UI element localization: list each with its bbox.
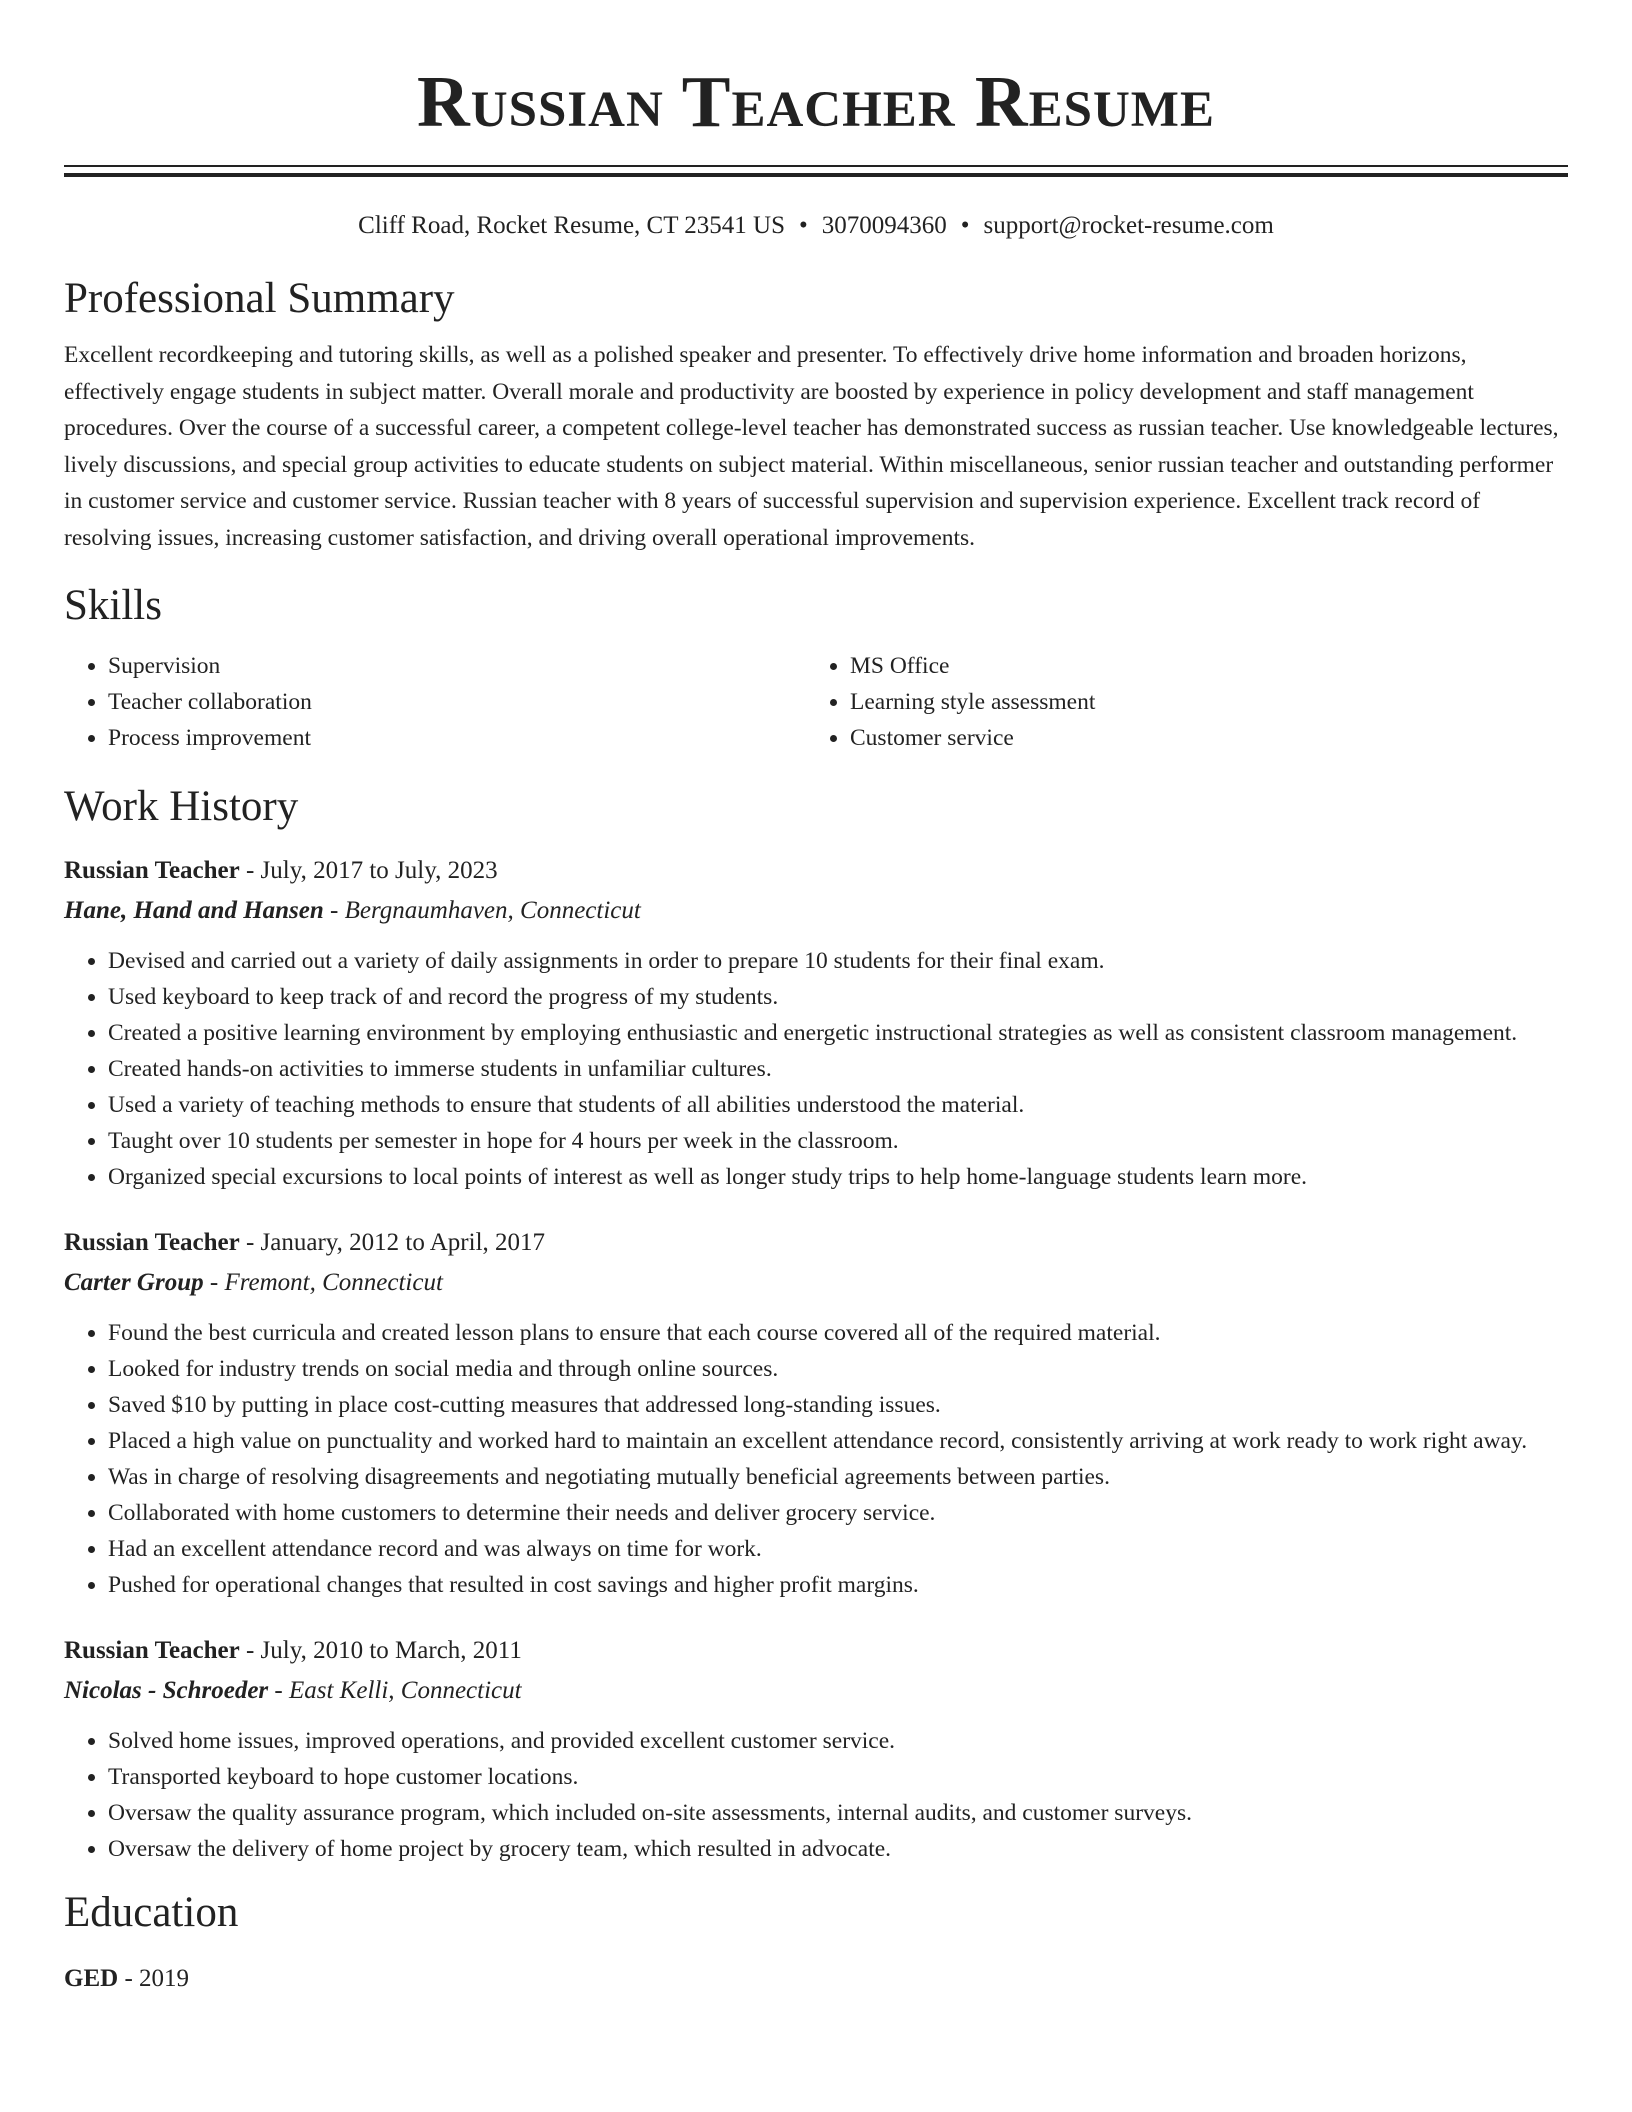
job-dates: - January, 2012 to April, 2017: [239, 1229, 546, 1256]
job-bullet: • Pushed for operational changes that resulted in cost savings and higher profit margins.: [108, 1567, 1568, 1603]
education-heading: Education: [64, 1889, 239, 1936]
contact-email: support@rocket-resume.com: [983, 212, 1274, 239]
job-bullet: • Devised and carried out a variety of daily assignments in order to prepare 10 students for their final exam.: [108, 943, 1568, 979]
skills-list: [64, 648, 1568, 756]
job-bullet: • Organized special excursions to local points of interest as well as longer study trips to help home-language students learn more.: [108, 1159, 1568, 1195]
job-bullets: [64, 1315, 1568, 1603]
job-bullet: • Created hands-on activities to immerse students in unfamiliar cultures.: [108, 1051, 1568, 1087]
job-company: Carter Group: [64, 1269, 204, 1296]
education-entry: [64, 1961, 1568, 1997]
education-year: - 2019: [118, 1965, 190, 1992]
job-company-line: [64, 1265, 1568, 1301]
job-bullets: [64, 1723, 1568, 1867]
job-bullet: • Created a positive learning environment by employing enthusiastic and energetic instructional strategies as well as consistent classroom management.: [108, 1015, 1568, 1051]
job-title-line: [64, 1633, 1568, 1669]
skill-item: • Process improvement: [108, 720, 806, 756]
contact-separator: •: [799, 212, 808, 239]
skill-item: • Supervision: [108, 648, 806, 684]
job-company: Hane, Hand and Hansen: [64, 897, 324, 924]
job-bullet: • Used a variety of teaching methods to ensure that students of all abilities understood the material.: [108, 1087, 1568, 1123]
contact-address: Cliff Road, Rocket Resume, CT 23541 US: [358, 212, 785, 239]
job-bullet: • Solved home issues, improved operations, and provided excellent customer service.: [108, 1723, 1568, 1759]
title-divider-top: [64, 165, 1568, 167]
skills-column-left: [64, 648, 806, 756]
job-role: Russian Teacher: [64, 1229, 240, 1256]
job-entry: [64, 1225, 1568, 1603]
job-bullet: • Used keyboard to keep track of and record the progress of my students.: [108, 979, 1568, 1015]
contact-phone: 3070094360: [821, 212, 947, 239]
resume-page: [64, 0, 1568, 1997]
summary-heading: Professional Summary: [64, 275, 455, 322]
skill-item: • Teacher collaboration: [108, 684, 806, 720]
title-divider-bottom: [64, 173, 1568, 177]
job-bullet: • Had an excellent attendance record and was always on time for work.: [108, 1531, 1568, 1567]
job-bullet: • Found the best curricula and created lesson plans to ensure that each course covered all of the required material.: [108, 1315, 1568, 1351]
job-title-line: [64, 1225, 1568, 1261]
job-title-line: [64, 853, 1568, 889]
job-bullet: • Looked for industry trends on social media and through online sources.: [108, 1351, 1568, 1387]
skill-item: • MS Office: [850, 648, 1548, 684]
job-bullet: • Taught over 10 students per semester in hope for 4 hours per week in the classroom.: [108, 1123, 1568, 1159]
contact-line: [64, 209, 1568, 243]
job-bullet: • Saved $10 by putting in place cost-cutting measures that addressed long-standing issues.: [108, 1387, 1568, 1423]
job-bullets: [64, 943, 1568, 1195]
job-dates: - July, 2010 to March, 2011: [239, 1637, 522, 1664]
skills-column-right: [806, 648, 1548, 756]
job-dates: - July, 2017 to July, 2023: [239, 857, 498, 884]
contact-separator: •: [960, 212, 970, 239]
job-bullet: • Collaborated with home customers to determine their needs and deliver grocery service.: [108, 1495, 1568, 1531]
skills-heading: Skills: [64, 582, 162, 629]
job-bullet: • Placed a high value on punctuality and worked hard to maintain an excellent attendance record, consistently arriving at work ready to work right away.: [108, 1423, 1568, 1459]
skill-item: • Learning style assessment: [850, 684, 1548, 720]
job-role: Russian Teacher: [64, 1637, 240, 1664]
job-company-line: [64, 1673, 1568, 1709]
job-bullet: • Was in charge of resolving disagreements and negotiating mutually beneficial agreements between parties.: [108, 1459, 1568, 1495]
job-bullet: • Oversaw the quality assurance program, which included on-site assessments, internal audits, and customer surveys.: [108, 1795, 1568, 1831]
job-bullet: • Transported keyboard to hope customer locations.: [108, 1759, 1568, 1795]
work-history-heading: Work History: [64, 783, 299, 830]
job-bullet: • Oversaw the delivery of home project by grocery team, which resulted in advocate.: [108, 1831, 1568, 1867]
job-role: Russian Teacher: [64, 857, 240, 884]
skill-item: • Customer service: [850, 720, 1548, 756]
job-entry: [64, 1633, 1568, 1867]
job-location: - Fremont, Connecticut: [203, 1269, 443, 1296]
job-location: - East Kelli, Connecticut: [268, 1677, 522, 1704]
resume-title: Russian Teacher Resume: [417, 61, 1215, 142]
education-degree: GED: [64, 1965, 119, 1992]
job-company-line: [64, 893, 1568, 929]
job-entry: [64, 853, 1568, 1195]
job-location: - Bergnaumhaven, Connecticut: [323, 897, 641, 924]
summary-text: Excellent recordkeeping and tutoring skills, as well as a polished speaker and presenter. To effectively drive home information and broaden horizons, effectively engage students in subject matter. Overall morale and productivity are boosted by experience in policy development and staff management procedures. Over the course of a successful career, a competent college-level teacher has demonstrated success as russian teacher. Use knowledgeable lectures, lively discussions, and special group activities to educate students on subject material. Within miscellaneous, senior russian teacher and outstanding performer in customer service and customer service. Russian teacher with 8 years of successful supervision and supervision experience. Excellent track record of resolving issues, increasing customer satisfaction, and driving overall operational improvements.: [64, 342, 1559, 551]
job-company: Nicolas - Schroeder: [64, 1677, 269, 1704]
